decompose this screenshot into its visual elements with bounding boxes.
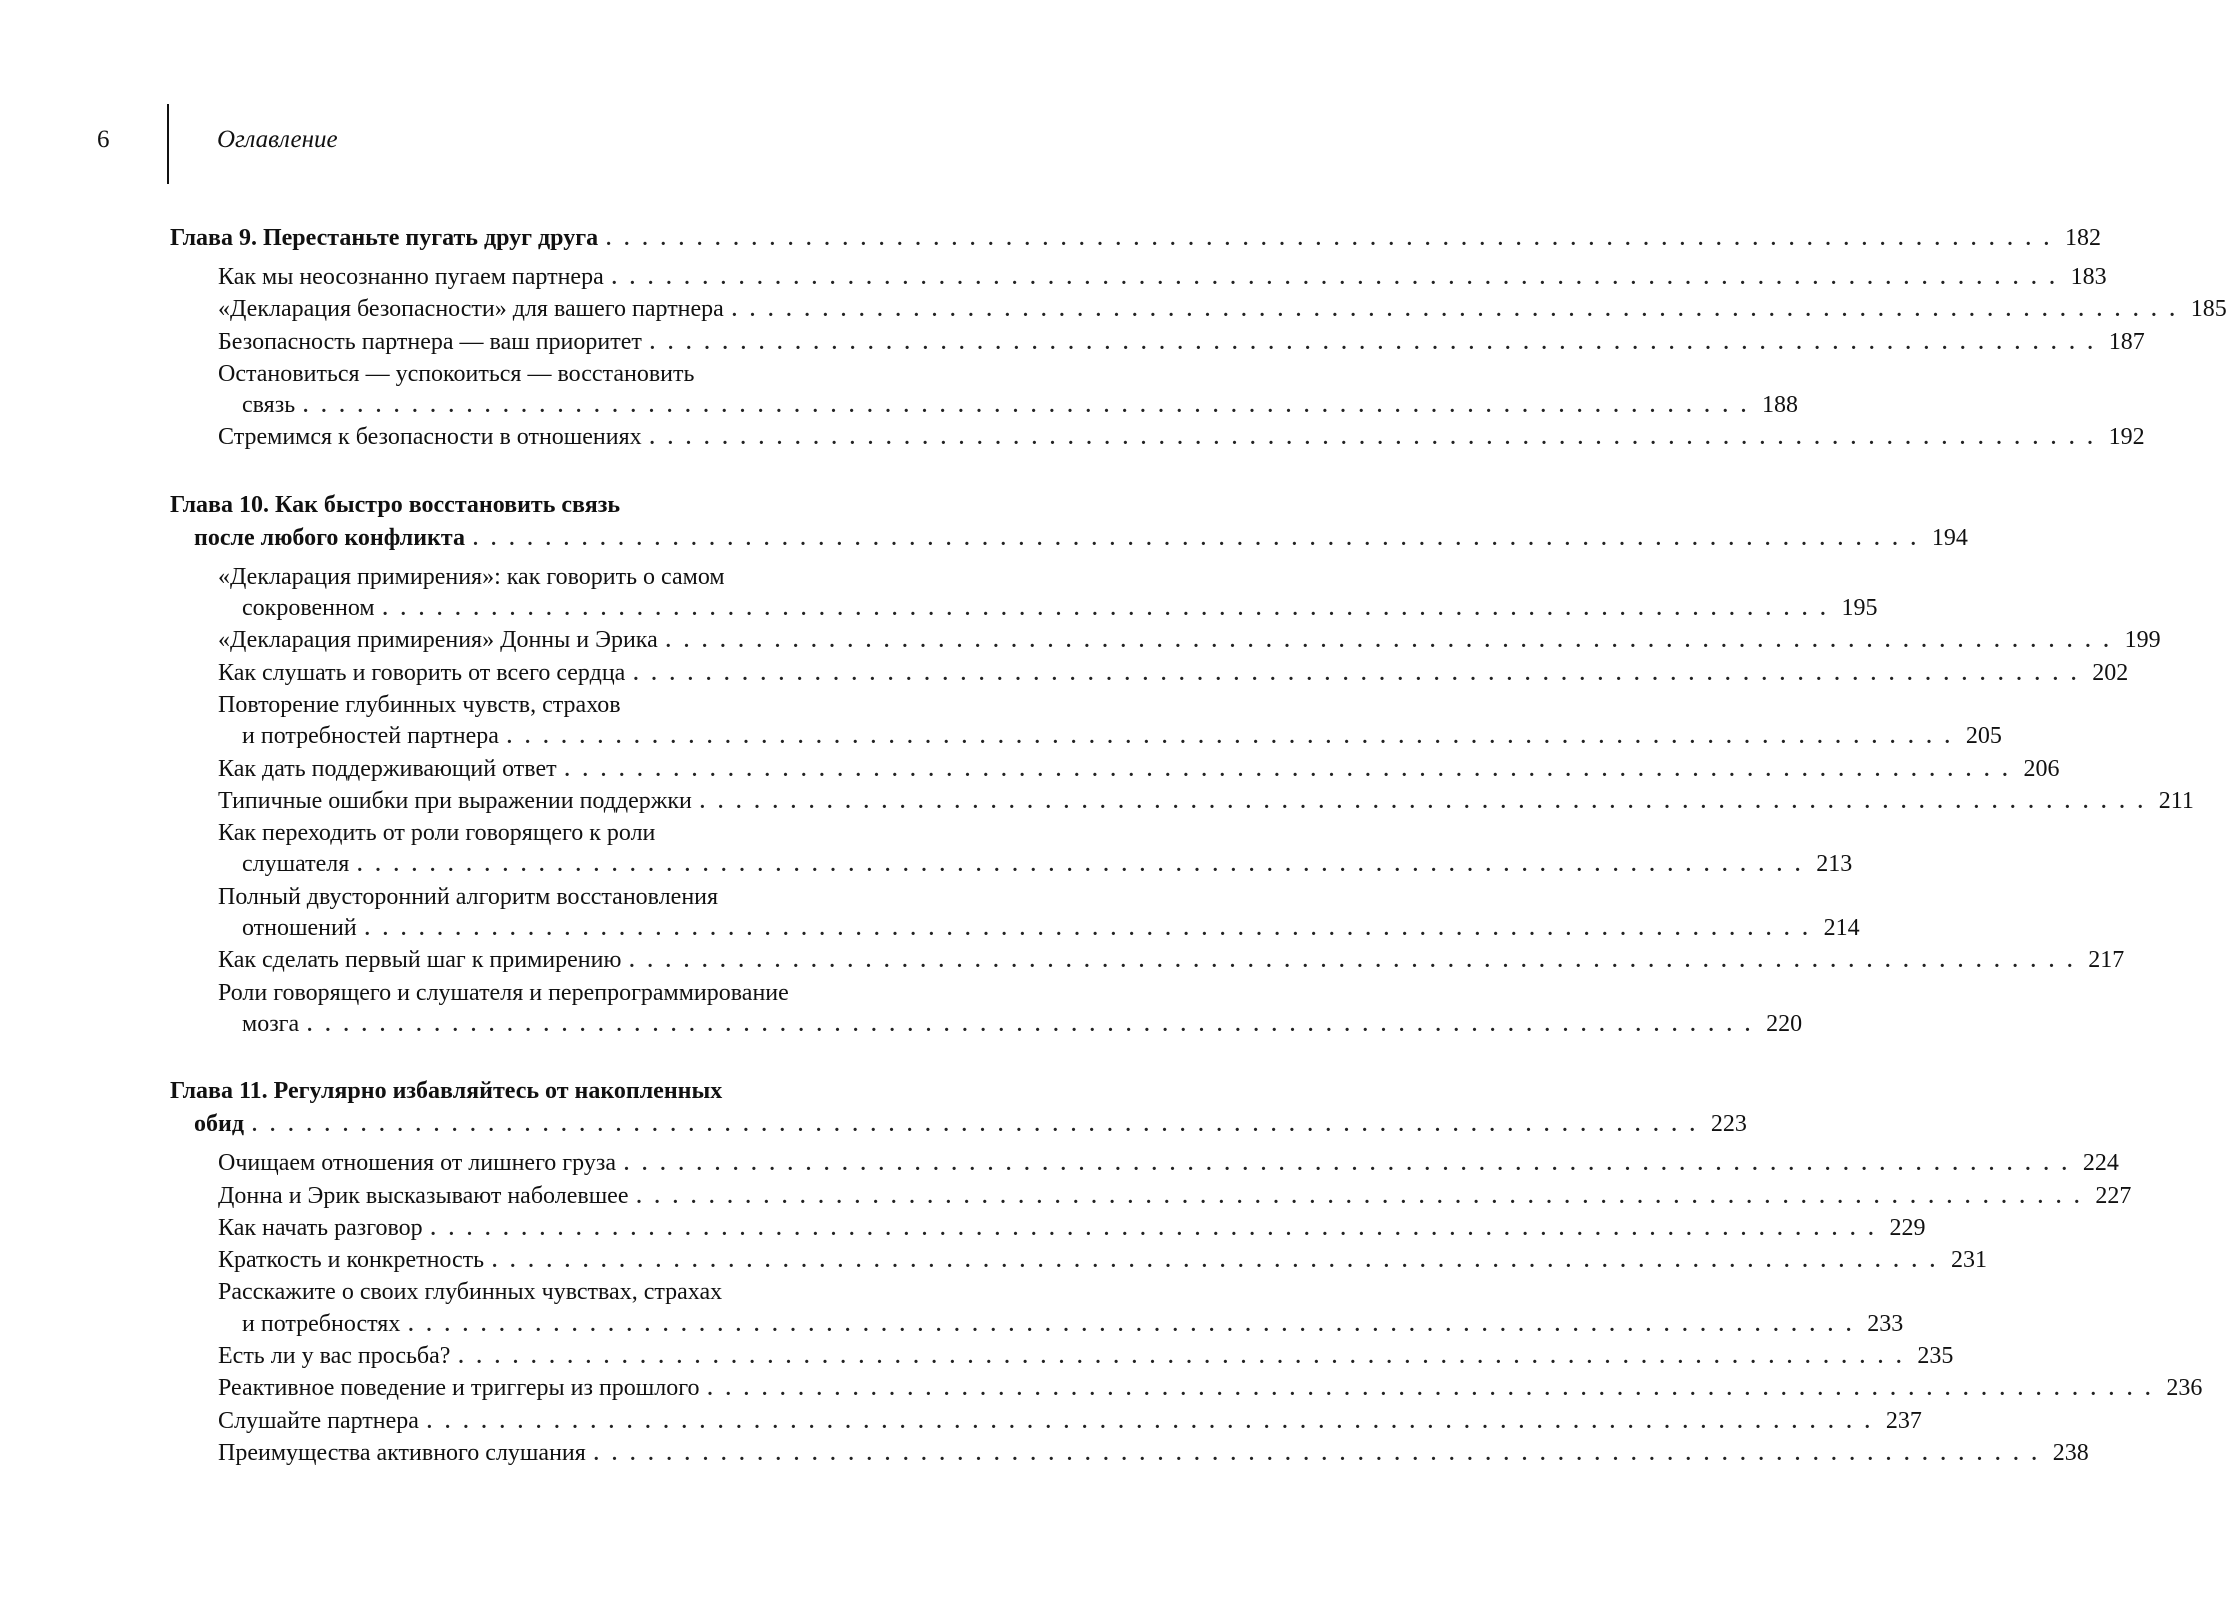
entry-title-text: «Декларация безопасности» для вашего партнера <box>218 296 724 323</box>
dot-leader: . . . . . . . . . . . . . . . . . . . . . . . . . . . . . . . . . . . . . . . . . . . . . . . . . . . . . . . . . . . . . . . . . . . . . . . . . . . . . . . . <box>606 228 2054 250</box>
entry-title-line: Как переходить от роли говорящего к роли <box>218 820 656 847</box>
dot-leader: . . . . . . . . . . . . . . . . . . . . . . . . . . . . . . . . . . . . . . . . . . . . . . . . . . . . . . . . . . . . . . . . . . . . . . . . . . . . . . . . <box>492 1250 1940 1273</box>
entry-title-line <box>218 1245 1988 1277</box>
chapter-heading <box>170 1075 1747 1142</box>
dot-leader: . . . . . . . . . . . . . . . . . . . . . . . . . . . . . . . . . . . . . . . . . . . . . . . . . . . . . . . . . . . . . . . . . . . . . . . . . . . . . . . . <box>707 1378 2155 1401</box>
toc-entry <box>170 945 2125 977</box>
toc-entry <box>170 786 2194 818</box>
entry-title-line <box>218 1181 2132 1213</box>
entry-page-number: 202 <box>2092 659 2129 686</box>
entry-title-line <box>218 625 2161 657</box>
section-list <box>170 262 2227 455</box>
dot-leader: . . . . . . . . . . . . . . . . . . . . . . . . . . . . . . . . . . . . . . . . . . . . . . . . . . . . . . . . . . . . . . . . . . . . . . . . . . . . . . . . <box>649 427 2097 450</box>
entry-page-number: 213 <box>1816 851 1853 878</box>
entry-page-number: 192 <box>2108 424 2145 451</box>
entry-page-number: 237 <box>1885 1407 1922 1434</box>
toc-entry <box>170 1438 2089 1470</box>
table-of-contents <box>170 222 2227 1504</box>
section-list <box>170 1148 2203 1470</box>
entry-title-text: отношений <box>242 915 357 942</box>
entry-page-number: 211 <box>2158 787 2194 814</box>
dot-leader: . . . . . . . . . . . . . . . . . . . . . . . . . . . . . . . . . . . . . . . . . . . . . . . . . . . . . . . . . . . . . . . . . . . . . . . . . . . . . . . . <box>382 598 1830 621</box>
chapter-title-text: Глава 9. Перестаньте пугать друг друга <box>170 225 599 251</box>
dot-leader: . . . . . . . . . . . . . . . . . . . . . . . . . . . . . . . . . . . . . . . . . . . . . . . . . . . . . . . . . . . . . . . . . . . . . . . . . . . . . . . . <box>629 950 2077 973</box>
entry-page-number: 188 <box>1762 392 1799 419</box>
entry-title-line: Повторение глубинных чувств, страхов <box>218 691 621 718</box>
toc-entry <box>170 562 1878 626</box>
chapter-title-text: обид <box>194 1111 244 1138</box>
chapter-page-number: 182 <box>2065 225 2102 251</box>
chapter-section <box>170 1075 2203 1470</box>
entry-title-text: Есть ли у вас просьба? <box>218 1343 451 1370</box>
dot-leader: . . . . . . . . . . . . . . . . . . . . . . . . . . . . . . . . . . . . . . . . . . . . . . . . . . . . . . . . . . . . . . . . . . . . . . . . . . . . . . . . <box>506 726 1954 749</box>
entry-title-text: Очищаем отношения от лишнего груза <box>218 1150 616 1177</box>
chapter-title-text: после любого конфликта <box>194 524 465 551</box>
entry-title-line <box>218 262 2107 294</box>
entry-title-text: Как дать поддерживающий ответ <box>218 755 557 782</box>
dot-leader: . . . . . . . . . . . . . . . . . . . . . . . . . . . . . . . . . . . . . . . . . . . . . . . . . . . . . . . . . . . . . . . . . . . . . . . . . . . . . . . . <box>303 395 1751 418</box>
entry-title-line <box>218 1009 1803 1041</box>
entry-title-text: сокровенном <box>242 595 375 622</box>
entry-page-number: 217 <box>2088 947 2125 974</box>
running-header-title: Оглавление <box>217 126 338 153</box>
entry-title-line <box>218 422 2145 454</box>
entry-page-number: 195 <box>1841 595 1878 622</box>
entry-title-line <box>218 1148 2119 1180</box>
entry-title-line <box>218 1341 1954 1373</box>
toc-entry <box>170 882 1860 946</box>
entry-title-line <box>218 593 1878 625</box>
entry-title-text: мозга <box>242 1010 300 1037</box>
toc-entry <box>170 294 2227 326</box>
toc-entry <box>170 1341 1954 1373</box>
entry-title-text: Типичные ошибки при выражении поддержки <box>218 787 692 814</box>
entry-page-number: 205 <box>1965 723 2002 750</box>
entry-title-line <box>218 390 1799 422</box>
dot-leader: . . . . . . . . . . . . . . . . . . . . . . . . . . . . . . . . . . . . . . . . . . . . . . . . . . . . . . . . . . . . . . . . . . . . . . . . . . . . . . . . <box>623 1153 2071 1176</box>
entry-title-text: «Декларация примирения» Донны и Эрика <box>218 627 658 654</box>
header-divider <box>167 104 169 184</box>
dot-leader: . . . . . . . . . . . . . . . . . . . . . . . . . . . . . . . . . . . . . . . . . . . . . . . . . . . . . . . . . . . . . . . . . . . . . . . . . . . . . . . . <box>251 1114 1699 1137</box>
entry-title-text: Краткость и конкретность <box>218 1247 485 1274</box>
chapter-title-line <box>170 222 2102 256</box>
toc-entry <box>170 1406 1922 1438</box>
toc-entry <box>170 1245 1988 1277</box>
entry-page-number: 236 <box>2166 1375 2203 1402</box>
entry-page-number: 224 <box>2082 1150 2119 1177</box>
entry-title-line: Расскажите о своих глубинных чувствах, страхах <box>218 1279 723 1306</box>
entry-title-line <box>218 1373 2203 1405</box>
entry-title-text: Как мы неосознанно пугаем партнера <box>218 264 604 290</box>
chapter-title-line <box>170 1108 1747 1142</box>
entry-title-text: Реактивное поведение и триггеры из прошлого <box>218 1375 700 1402</box>
dot-leader: . . . . . . . . . . . . . . . . . . . . . . . . . . . . . . . . . . . . . . . . . . . . . . . . . . . . . . . . . . . . . . . . . . . . . . . . . . . . . . . . <box>564 758 2012 781</box>
dot-leader: . . . . . . . . . . . . . . . . . . . . . . . . . . . . . . . . . . . . . . . . . . . . . . . . . . . . . . . . . . . . . . . . . . . . . . . . . . . . . . . . <box>357 854 1805 877</box>
entry-title-line <box>218 1213 1926 1245</box>
chapter-page-number: 223 <box>1710 1111 1747 1138</box>
entry-title-line <box>218 721 2002 753</box>
entry-title-line <box>218 1406 1922 1438</box>
dot-leader: . . . . . . . . . . . . . . . . . . . . . . . . . . . . . . . . . . . . . . . . . . . . . . . . . . . . . . . . . . . . . . . . . . . . . . . . . . . . . . . . <box>364 918 1812 941</box>
chapter-title-line: Глава 11. Регулярно избавляйтесь от накопленных <box>170 1078 723 1105</box>
entry-title-line <box>218 913 1860 945</box>
dot-leader: . . . . . . . . . . . . . . . . . . . . . . . . . . . . . . . . . . . . . . . . . . . . . . . . . . . . . . . . . . . . . . . . . . . . . . . . . . . . . . . . <box>593 1442 2041 1465</box>
dot-leader: . . . . . . . . . . . . . . . . . . . . . . . . . . . . . . . . . . . . . . . . . . . . . . . . . . . . . . . . . . . . . . . . . . . . . . . . . . . . . . . . <box>636 1185 2084 1208</box>
entry-title-text: Как начать разговор <box>218 1214 423 1241</box>
entry-title-line <box>218 294 2227 326</box>
chapter-section <box>170 489 2194 1041</box>
entry-title-text: Слушайте партнера <box>218 1407 419 1434</box>
entry-title-line <box>218 327 2145 359</box>
dot-leader: . . . . . . . . . . . . . . . . . . . . . . . . . . . . . . . . . . . . . . . . . . . . . . . . . . . . . . . . . . . . . . . . . . . . . . . . . . . . . . . . <box>731 299 2179 322</box>
chapter-heading <box>170 222 2102 256</box>
entry-title-text: слушателя <box>242 851 350 878</box>
toc-entry <box>170 1373 2203 1405</box>
toc-entry <box>170 327 2145 359</box>
page-number: 6 <box>97 126 110 153</box>
entry-page-number: 235 <box>1917 1343 1954 1370</box>
dot-leader: . . . . . . . . . . . . . . . . . . . . . . . . . . . . . . . . . . . . . . . . . . . . . . . . . . . . . . . . . . . . . . . . . . . . . . . . . . . . . . . . <box>699 790 2147 813</box>
chapter-heading <box>170 489 1968 556</box>
toc-entry <box>170 1181 2132 1213</box>
entry-title-line <box>218 1438 2089 1470</box>
entry-page-number: 187 <box>2108 328 2145 355</box>
dot-leader: . . . . . . . . . . . . . . . . . . . . . . . . . . . . . . . . . . . . . . . . . . . . . . . . . . . . . . . . . . . . . . . . . . . . . . . . . . . . . . . . <box>426 1410 1874 1433</box>
entry-title-text: связь <box>242 392 296 419</box>
toc-entry <box>170 422 2145 454</box>
entry-title-text: Стремимся к безопасности в отношениях <box>218 424 642 451</box>
toc-entry <box>170 690 2002 754</box>
chapter-title-line: Глава 10. Как быстро восстановить связь <box>170 491 621 518</box>
entry-page-number: 231 <box>1951 1247 1988 1274</box>
section-list <box>170 562 2194 1041</box>
entry-title-line <box>218 849 1853 881</box>
chapter-page-number: 194 <box>1931 524 1968 551</box>
dot-leader: . . . . . . . . . . . . . . . . . . . . . . . . . . . . . . . . . . . . . . . . . . . . . . . . . . . . . . . . . . . . . . . . . . . . . . . . . . . . . . . . <box>633 662 2081 685</box>
entry-title-line <box>218 786 2194 818</box>
entry-title-text: Преимущества активного слушания <box>218 1439 586 1466</box>
dot-leader: . . . . . . . . . . . . . . . . . . . . . . . . . . . . . . . . . . . . . . . . . . . . . . . . . . . . . . . . . . . . . . . . . . . . . . . . . . . . . . . . <box>307 1013 1755 1036</box>
entry-page-number: 183 <box>2070 264 2107 290</box>
entry-title-line <box>218 658 2129 690</box>
dot-leader: . . . . . . . . . . . . . . . . . . . . . . . . . . . . . . . . . . . . . . . . . . . . . . . . . . . . . . . . . . . . . . . . . . . . . . . . . . . . . . . . <box>649 331 2097 354</box>
chapter-title-line <box>170 522 1968 556</box>
dot-leader: . . . . . . . . . . . . . . . . . . . . . . . . . . . . . . . . . . . . . . . . . . . . . . . . . . . . . . . . . . . . . . . . . . . . . . . . . . . . . . . . <box>665 630 2113 653</box>
dot-leader: . . . . . . . . . . . . . . . . . . . . . . . . . . . . . . . . . . . . . . . . . . . . . . . . . . . . . . . . . . . . . . . . . . . . . . . . . . . . . . . . <box>611 267 2059 289</box>
entry-title-text: Безопасность партнера — ваш приоритет <box>218 328 642 355</box>
entry-title-line: «Декларация примирения»: как говорить о самом <box>218 563 725 590</box>
chapter-section <box>170 222 2227 455</box>
entry-page-number: 229 <box>1889 1214 1926 1241</box>
entry-title-text: Как сделать первый шаг к примирению <box>218 947 622 974</box>
entry-title-line <box>218 945 2125 977</box>
toc-entry <box>170 625 2161 657</box>
entry-title-text: Донна и Эрик высказывают наболевшее <box>218 1182 629 1209</box>
entry-page-number: 220 <box>1766 1010 1803 1037</box>
entry-page-number: 185 <box>2190 296 2227 323</box>
entry-page-number: 206 <box>2023 755 2060 782</box>
toc-entry <box>170 1148 2119 1180</box>
toc-entry <box>170 658 2129 690</box>
entry-page-number: 227 <box>2095 1182 2132 1209</box>
entry-title-line: Полный двусторонний алгоритм восстановления <box>218 883 719 910</box>
entry-page-number: 214 <box>1823 915 1860 942</box>
entry-page-number: 233 <box>1867 1310 1904 1337</box>
entry-title-line: Роли говорящего и слушателя и перепрограммирование <box>218 979 789 1006</box>
dot-leader: . . . . . . . . . . . . . . . . . . . . . . . . . . . . . . . . . . . . . . . . . . . . . . . . . . . . . . . . . . . . . . . . . . . . . . . . . . . . . . . . <box>472 527 1920 550</box>
dot-leader: . . . . . . . . . . . . . . . . . . . . . . . . . . . . . . . . . . . . . . . . . . . . . . . . . . . . . . . . . . . . . . . . . . . . . . . . . . . . . . . . <box>430 1217 1878 1240</box>
entry-title-text: и потребностей партнера <box>242 723 499 750</box>
entry-page-number: 199 <box>2124 627 2161 654</box>
entry-title-text: Как слушать и говорить от всего сердца <box>218 659 626 686</box>
toc-entry <box>170 1277 1904 1341</box>
toc-entry <box>170 262 2107 294</box>
toc-entry <box>170 818 1853 882</box>
entry-page-number: 238 <box>2052 1439 2089 1466</box>
entry-title-line <box>218 754 2060 786</box>
toc-entry <box>170 1213 1926 1245</box>
dot-leader: . . . . . . . . . . . . . . . . . . . . . . . . . . . . . . . . . . . . . . . . . . . . . . . . . . . . . . . . . . . . . . . . . . . . . . . . . . . . . . . . <box>408 1313 1856 1336</box>
dot-leader: . . . . . . . . . . . . . . . . . . . . . . . . . . . . . . . . . . . . . . . . . . . . . . . . . . . . . . . . . . . . . . . . . . . . . . . . . . . . . . . . <box>458 1346 1906 1369</box>
entry-title-line: Остановиться — успокоиться — восстановить <box>218 360 695 387</box>
entry-title-text: и потребностях <box>242 1310 401 1337</box>
toc-entry <box>170 359 1799 423</box>
toc-entry <box>170 978 1803 1042</box>
entry-title-line <box>218 1309 1904 1341</box>
toc-entry <box>170 754 2060 786</box>
